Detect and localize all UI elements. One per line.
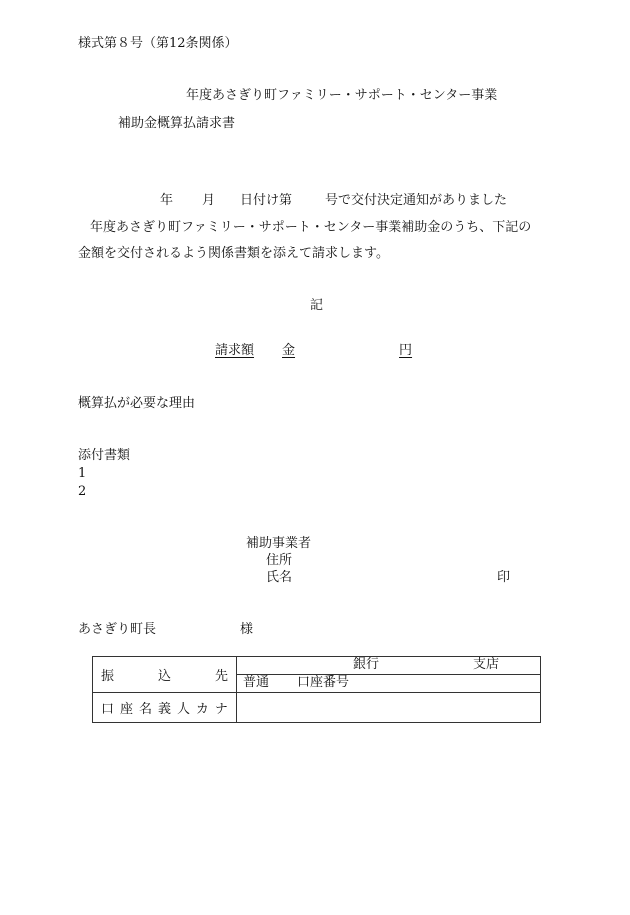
addressee-honorific: 様 (240, 622, 254, 637)
body-line-1: 年度あさぎり町ファミリー・サポート・センター事業補助金のうち、下記の (90, 220, 532, 235)
transfer-char-2: 込 (157, 669, 171, 684)
body-line-2: 金額を交付されるよう関係書類を添えて請求します。 (78, 246, 389, 261)
header-title: 年度あさぎり町ファミリー・サポート・センター事業 (186, 88, 498, 103)
applicant-address-label: 住所 (266, 553, 293, 568)
account-type-number-cell[interactable] (237, 675, 541, 693)
bank-branch-cell[interactable] (237, 657, 541, 675)
kana-char-4: 義 (157, 702, 171, 717)
holder-kana-label (93, 698, 236, 717)
transfer-destination-label-cell (93, 657, 237, 693)
transfer-char-1: 振 (101, 669, 115, 684)
claim-kin: 金 (282, 343, 296, 358)
applicant-title: 補助事業者 (246, 536, 312, 551)
account-type: 普通 (243, 675, 270, 690)
reason-label: 概算払が必要な理由 (78, 396, 196, 411)
document-title: 補助金概算払請求書 (118, 116, 236, 131)
attachment-item-1: 1 (78, 466, 87, 481)
branch-label: 支店 (473, 657, 500, 672)
addressee-mayor: あさぎり町長 (78, 622, 157, 637)
notice-month-label: 月 (202, 193, 216, 208)
account-number-label: 口座番号 (297, 675, 350, 690)
notice-day-label: 日付け第 (240, 193, 293, 208)
kana-char-7: ナ (214, 702, 228, 717)
bank-account-table (92, 656, 541, 723)
kana-char-2: 座 (119, 702, 133, 717)
notice-year-label: 年 (160, 193, 174, 208)
transfer-destination-label (93, 665, 236, 684)
seal-mark: 印 (497, 570, 511, 585)
kana-char-1: 口 (101, 702, 115, 717)
claim-label: 請求額 (215, 343, 255, 358)
holder-kana-label-cell (93, 693, 237, 723)
kana-char-5: 人 (176, 702, 190, 717)
transfer-char-3: 先 (214, 669, 228, 684)
applicant-name-label: 氏名 (266, 570, 293, 585)
kana-char-6: カ (195, 702, 209, 717)
notice-tail: 号で交付決定通知がありました (325, 193, 508, 208)
kana-char-3: 名 (138, 702, 152, 717)
form-number: 様式第８号（第12条関係） (78, 36, 238, 51)
claim-amount-line (215, 343, 412, 359)
bank-label: 銀行 (353, 657, 380, 672)
attachment-item-2: 2 (78, 484, 87, 499)
ki-heading: 記 (310, 298, 324, 313)
attachments-title: 添付書類 (78, 448, 131, 463)
holder-kana-value-cell[interactable] (237, 693, 541, 723)
claim-unit: 円 (399, 343, 413, 358)
